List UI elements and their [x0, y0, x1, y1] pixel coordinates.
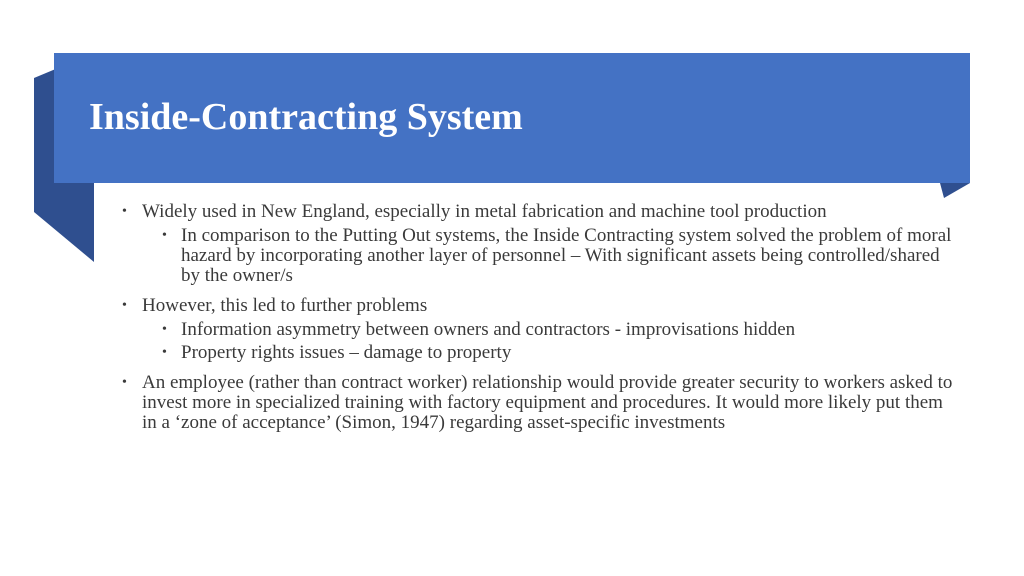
- sub-bullet-text: Information asymmetry between owners and contractors - improvisations hidden: [181, 319, 796, 340]
- sub-bullet-item: [142, 320, 962, 340]
- ribbon-right-fold: [940, 183, 970, 198]
- bullet-icon: •: [162, 345, 167, 360]
- bullet-icon: •: [162, 228, 167, 243]
- sub-bullet-text: Property rights issues – damage to property: [181, 342, 512, 363]
- bullet-list: [122, 202, 962, 443]
- bullet-icon: •: [122, 204, 127, 219]
- sub-bullet-item: [142, 343, 962, 363]
- bullet-item: [122, 202, 962, 286]
- sub-bullet-item: [142, 226, 962, 286]
- bullet-text: Widely used in New England, especially in metal fabrication and machine tool production: [142, 201, 827, 222]
- bullet-icon: •: [122, 298, 127, 313]
- title-band: [54, 53, 970, 183]
- sub-bullet-text: In comparison to the Putting Out systems, the Inside Contracting system solved the problem of moral hazard by incorporating another layer of personnel – With significant assets being controlled/shared by the owner/s: [181, 225, 952, 286]
- bullet-icon: •: [162, 322, 167, 337]
- bullet-text: An employee (rather than contract worker) relationship would provide greater security to workers asked to invest more in specialized training with factory equipment and procedures. It would more likely put them in a ‘zone of acceptance’ (Simon, 1947) regarding asset-specific investments: [142, 372, 953, 433]
- bullet-item: [122, 296, 962, 363]
- slide-title: Inside-Contracting System: [89, 96, 523, 138]
- bullet-item: [122, 373, 962, 433]
- bullet-icon: •: [122, 375, 127, 390]
- bullet-text: However, this led to further problems: [142, 295, 428, 316]
